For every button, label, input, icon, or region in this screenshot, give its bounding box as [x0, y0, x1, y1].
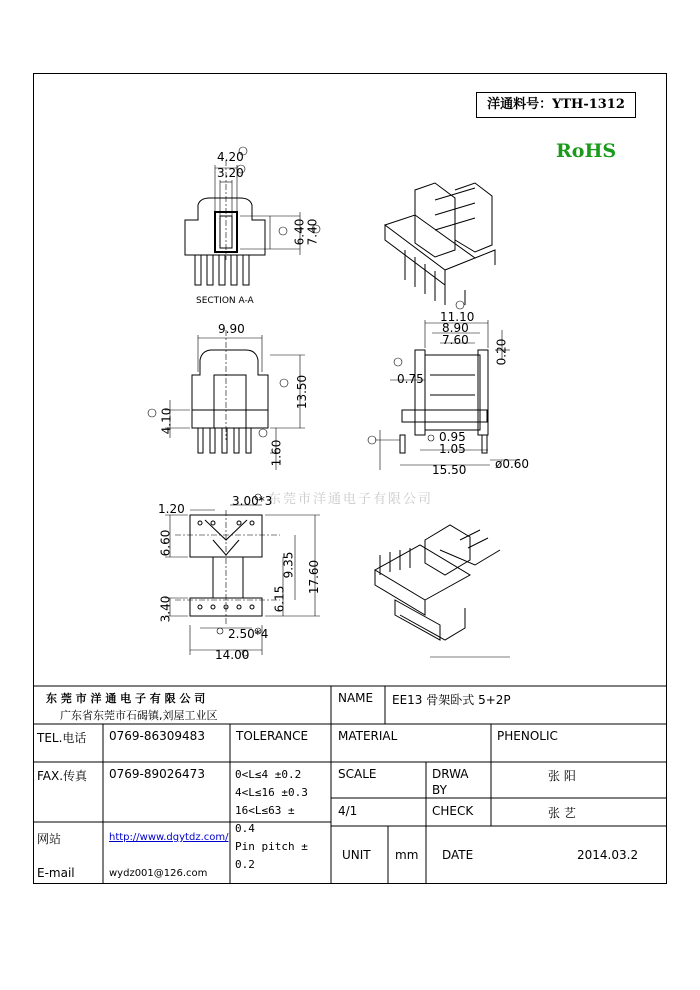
dim-label: 6.40 [292, 218, 307, 246]
dim-label: 0.75 [397, 372, 424, 386]
dim-label: 11.10 [440, 310, 475, 324]
date-label: DATE [442, 848, 474, 862]
material-value: PHENOLIC [497, 729, 558, 743]
tel-value: 0769-86309483 [109, 729, 205, 743]
name-value: EE13 骨架卧式 5+2P [392, 693, 511, 707]
iso-view-top [385, 183, 495, 305]
tel-label: TEL.电话 [37, 731, 87, 745]
fax-label: FAX.传真 [37, 769, 88, 783]
dim-label: 1.05 [439, 442, 466, 456]
dim-label: 7.60 [442, 333, 469, 347]
dim-label: 3.40 [158, 595, 173, 623]
dim-label: 1.60 [269, 439, 284, 467]
check-label: CHECK [432, 804, 474, 818]
dim-label: 13.50 [295, 374, 310, 410]
dim-label: 0.95 [439, 430, 466, 444]
dim-label: 4.20 [217, 150, 244, 164]
section-view [185, 147, 320, 285]
fax-value: 0769-89026473 [109, 767, 205, 781]
drawn-label-1: DRWA [432, 767, 469, 781]
company-address: 广东省东莞市石碣镇,刘屋工业区 [60, 709, 218, 722]
scale-label: SCALE [338, 767, 377, 781]
unit-label: UNIT [342, 848, 371, 862]
date-value: 2014.03.2 [577, 848, 639, 862]
company-watermark: 东莞市洋通电子有限公司 [268, 492, 434, 507]
part-number: 洋通料号：YTH-1312 [487, 97, 625, 112]
dim-label: 9.35 [281, 551, 296, 579]
dim-label: 9.90 [218, 322, 245, 336]
dim-label: 6.15 [272, 585, 287, 613]
tolerance-line: 0.4 [235, 822, 255, 835]
dim-label: 15.50 [432, 463, 467, 477]
rohs-mark: RoHS [556, 140, 617, 162]
tolerance-label: TOLERANCE [236, 729, 309, 743]
section-label: SECTION A-A [196, 296, 254, 306]
material-label: MATERIAL [338, 729, 398, 743]
web-label: 网站 [37, 832, 62, 846]
dim-label: 2.50*4 [228, 627, 269, 641]
tolerance-line: 0<L≤4 ±0.2 [235, 768, 302, 781]
dim-label: 6.60 [158, 529, 173, 557]
email-label: E-mail [37, 866, 75, 880]
dim-label: 1.20 [158, 502, 185, 516]
company-name: 东 莞 市 洋 通 电 子 有 限 公 司 [46, 692, 206, 705]
scale-value: 4/1 [338, 804, 358, 818]
drawn-value: 张 阳 [548, 769, 576, 783]
dim-label: 3.20 [217, 166, 244, 180]
tolerance-line: 0.2 [235, 858, 255, 871]
tolerance-line: 4<L≤16 ±0.3 [235, 786, 308, 799]
unit-value: mm [395, 848, 419, 862]
iso-view-bottom [375, 525, 510, 657]
dim-label: 14.00 [215, 648, 250, 662]
dim-label: 3.00*3 [232, 494, 273, 508]
website-link[interactable]: http://www.dgytdz.com/ [109, 832, 229, 843]
tolerance-line: Pin pitch ± [235, 840, 308, 853]
email-value: wydz001@126.com [109, 868, 208, 879]
dim-label: 7.40 [305, 218, 320, 246]
dim-label: 0.20 [494, 338, 509, 366]
tolerance-line: 16<L≤63 ± [235, 804, 295, 817]
drawn-label-2: BY [432, 783, 447, 797]
dim-label: ø0.60 [495, 457, 530, 471]
check-value: 张 艺 [548, 806, 576, 820]
dim-label: 17.60 [307, 559, 322, 595]
name-label: NAME [338, 691, 374, 705]
dim-label: 4.10 [159, 407, 174, 435]
dim-label: 8.90 [442, 321, 469, 335]
